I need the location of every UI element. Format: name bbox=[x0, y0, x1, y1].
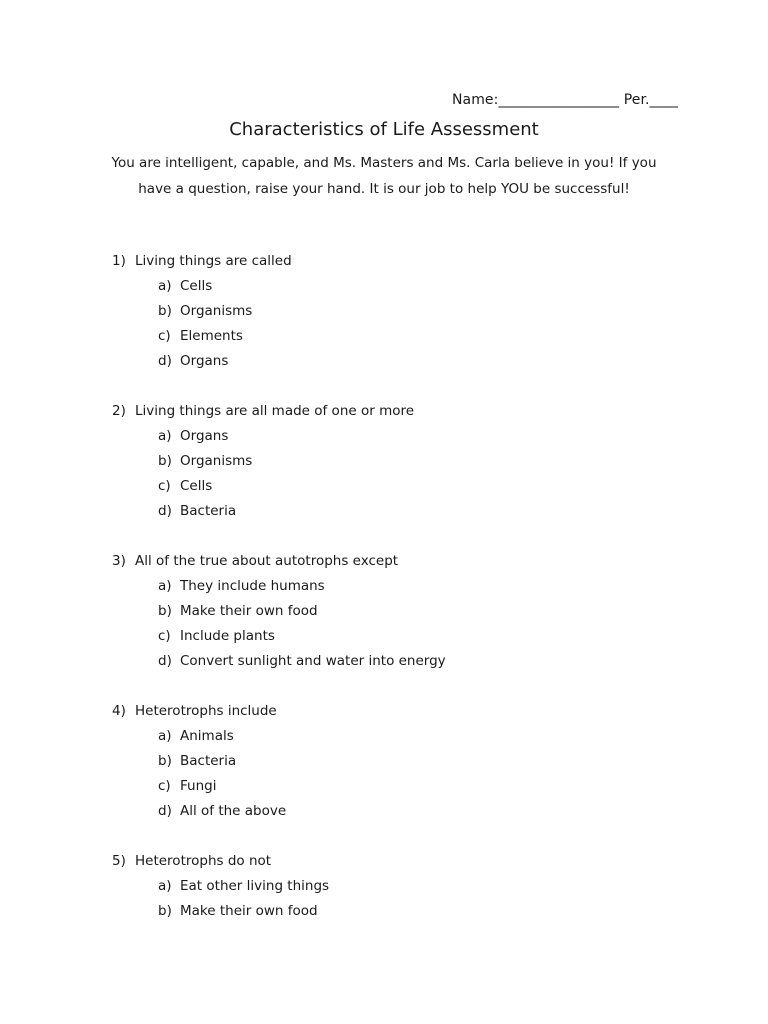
question-4 bbox=[112, 699, 672, 824]
answer-option bbox=[158, 799, 672, 824]
option-text: Cells bbox=[180, 278, 213, 294]
question-2 bbox=[112, 399, 672, 524]
option-letter: a) bbox=[158, 578, 172, 594]
question-number: 3) bbox=[112, 553, 126, 569]
question-3 bbox=[112, 549, 672, 674]
option-text: Elements bbox=[180, 328, 243, 344]
question-text: Living things are all made of one or more bbox=[135, 403, 415, 419]
option-letter: a) bbox=[158, 878, 172, 894]
option-text: Cells bbox=[180, 478, 213, 494]
option-text: They include humans bbox=[180, 578, 325, 594]
answer-option bbox=[158, 499, 672, 524]
option-text: Make their own food bbox=[180, 603, 318, 619]
answer-option bbox=[158, 624, 672, 649]
answer-option bbox=[158, 274, 672, 299]
answer-options bbox=[112, 424, 672, 524]
option-letter: b) bbox=[158, 303, 172, 319]
answer-option bbox=[158, 899, 672, 924]
page-title: Characteristics of Life Assessment bbox=[229, 119, 539, 140]
option-letter: c) bbox=[158, 778, 171, 794]
question-number: 5) bbox=[112, 853, 126, 869]
question-1 bbox=[112, 249, 672, 374]
question-stem bbox=[112, 399, 672, 424]
option-letter: c) bbox=[158, 328, 171, 344]
option-text: Bacteria bbox=[180, 753, 237, 769]
answer-option bbox=[158, 749, 672, 774]
answer-option bbox=[158, 574, 672, 599]
question-stem bbox=[112, 549, 672, 574]
option-letter: d) bbox=[158, 803, 172, 819]
option-letter: a) bbox=[158, 728, 172, 744]
option-text: Convert sunlight and water into energy bbox=[180, 653, 446, 669]
intro-paragraph: You are intelligent, capable, and Ms. Masters and Ms. Carla believe in you! If you have a question, raise your hand. It is our job to help YOU be successful! bbox=[111, 155, 657, 197]
answer-option bbox=[158, 649, 672, 674]
option-text: Organs bbox=[180, 428, 229, 444]
question-number: 2) bbox=[112, 403, 126, 419]
answer-option bbox=[158, 349, 672, 374]
answer-option bbox=[158, 424, 672, 449]
option-text: Bacteria bbox=[180, 503, 237, 519]
option-letter: a) bbox=[158, 428, 172, 444]
option-text: Organisms bbox=[180, 453, 253, 469]
answer-options bbox=[112, 724, 672, 824]
option-text: Eat other living things bbox=[180, 878, 330, 894]
answer-option bbox=[158, 774, 672, 799]
answer-option bbox=[158, 299, 672, 324]
question-stem bbox=[112, 699, 672, 724]
option-text: Animals bbox=[180, 728, 234, 744]
option-letter: c) bbox=[158, 628, 171, 644]
answer-option bbox=[158, 724, 672, 749]
answer-option bbox=[158, 874, 672, 899]
question-text: Heterotrophs do not bbox=[135, 853, 272, 869]
answer-options bbox=[112, 874, 672, 924]
option-text: Include plants bbox=[180, 628, 275, 644]
answer-option bbox=[158, 474, 672, 499]
option-text: All of the above bbox=[180, 803, 287, 819]
question-stem bbox=[112, 249, 672, 274]
question-number: 1) bbox=[112, 253, 126, 269]
answer-options bbox=[112, 574, 672, 674]
answer-option bbox=[158, 599, 672, 624]
option-text: Fungi bbox=[180, 778, 217, 794]
option-letter: b) bbox=[158, 603, 172, 619]
option-text: Make their own food bbox=[180, 903, 318, 919]
option-text: Organs bbox=[180, 353, 229, 369]
name-period-line: Name:_________________ Per.____ bbox=[451, 92, 678, 108]
question-stem bbox=[112, 849, 672, 874]
option-letter: b) bbox=[158, 753, 172, 769]
option-letter: b) bbox=[158, 453, 172, 469]
option-letter: d) bbox=[158, 653, 172, 669]
option-text: Organisms bbox=[180, 303, 253, 319]
question-5 bbox=[112, 849, 672, 924]
answer-option bbox=[158, 324, 672, 349]
question-text: Heterotrophs include bbox=[135, 703, 277, 719]
option-letter: d) bbox=[158, 503, 172, 519]
answer-option bbox=[158, 449, 672, 474]
option-letter: c) bbox=[158, 478, 171, 494]
question-number: 4) bbox=[112, 703, 126, 719]
option-letter: b) bbox=[158, 903, 172, 919]
option-letter: a) bbox=[158, 278, 172, 294]
question-text: All of the true about autotrophs except bbox=[135, 553, 399, 569]
question-text: Living things are called bbox=[135, 253, 292, 269]
answer-options bbox=[112, 274, 672, 374]
question-list bbox=[112, 249, 672, 949]
option-letter: d) bbox=[158, 353, 172, 369]
